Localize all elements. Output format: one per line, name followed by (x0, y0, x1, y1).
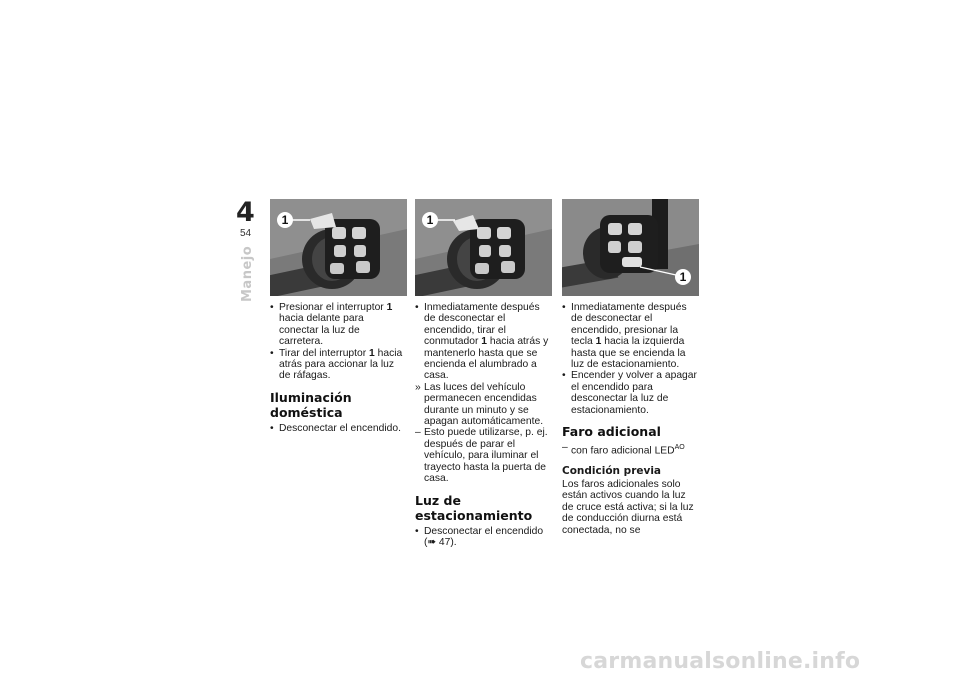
section-heading: Luz de estacionamiento (415, 492, 533, 523)
chapter-side-label: Manejo (240, 245, 255, 302)
handlebar-switch-photo (562, 199, 699, 296)
section-heading: Iluminación doméstica (270, 389, 352, 420)
list-item: • Presionar el interruptor 1 hacia delante para conectar la luz de carretera. (270, 302, 393, 348)
list-item: – Esto puede utilizarse, p. ej. después de parar el vehículo, para iluminar el trayecto hasta la puerta de casa. (415, 427, 548, 485)
watermark: carmanualsonline.info (580, 649, 861, 674)
chapter-number: 4 (236, 197, 255, 228)
page-number: 54 (240, 228, 252, 239)
handlebar-switch-photo (270, 199, 407, 296)
column-1 (270, 302, 406, 434)
callout-1: 1 (426, 213, 434, 227)
subheading: Condición previa (562, 464, 662, 477)
figure-1 (270, 199, 407, 296)
handlebar-switch-photo (415, 199, 552, 296)
section-heading: Faro adicional (562, 424, 661, 440)
column-2 (415, 302, 551, 548)
column-3 (562, 302, 698, 536)
option-item: – con faro adicional $LED^{AO}$ (562, 442, 685, 457)
list-item: • Inmediatamente después de desconectar el encendido, tirar el conmutador 1 hacia atrás y mantenerlo hasta que se encienda el alumbrado a casa. (415, 302, 549, 382)
list-item: • Inmediatamente después de desconectar el encendido, presionar la tecla 1 hacia la izquierda hasta que se encienda la luz de estacionamiento. (562, 302, 687, 371)
callout-1: 1 (281, 213, 289, 227)
list-item: » Las luces del vehículo permanecen encendidas durante un minuto y se apagan automáticamente. (415, 381, 544, 428)
figure-2 (415, 199, 552, 296)
list-item: • Desconectar el encendido. (270, 422, 401, 434)
list-item: • Desconectar el encendido (➠ 47). (415, 525, 544, 548)
figure-3 (562, 199, 699, 296)
list-item: • Tirar del interruptor 1 hacia atrás para accionar la luz de ráfagas. (270, 347, 403, 382)
paragraph: Los faros adicionales solo están activos cuando la luz de cruce está activa; si la luz de conducción diurna está conectada, no se (562, 478, 694, 536)
list-item: • Encender y volver a apagar el encendido para desconectar la luz de estacionamiento. (562, 370, 697, 416)
callout-1: 1 (679, 270, 687, 284)
